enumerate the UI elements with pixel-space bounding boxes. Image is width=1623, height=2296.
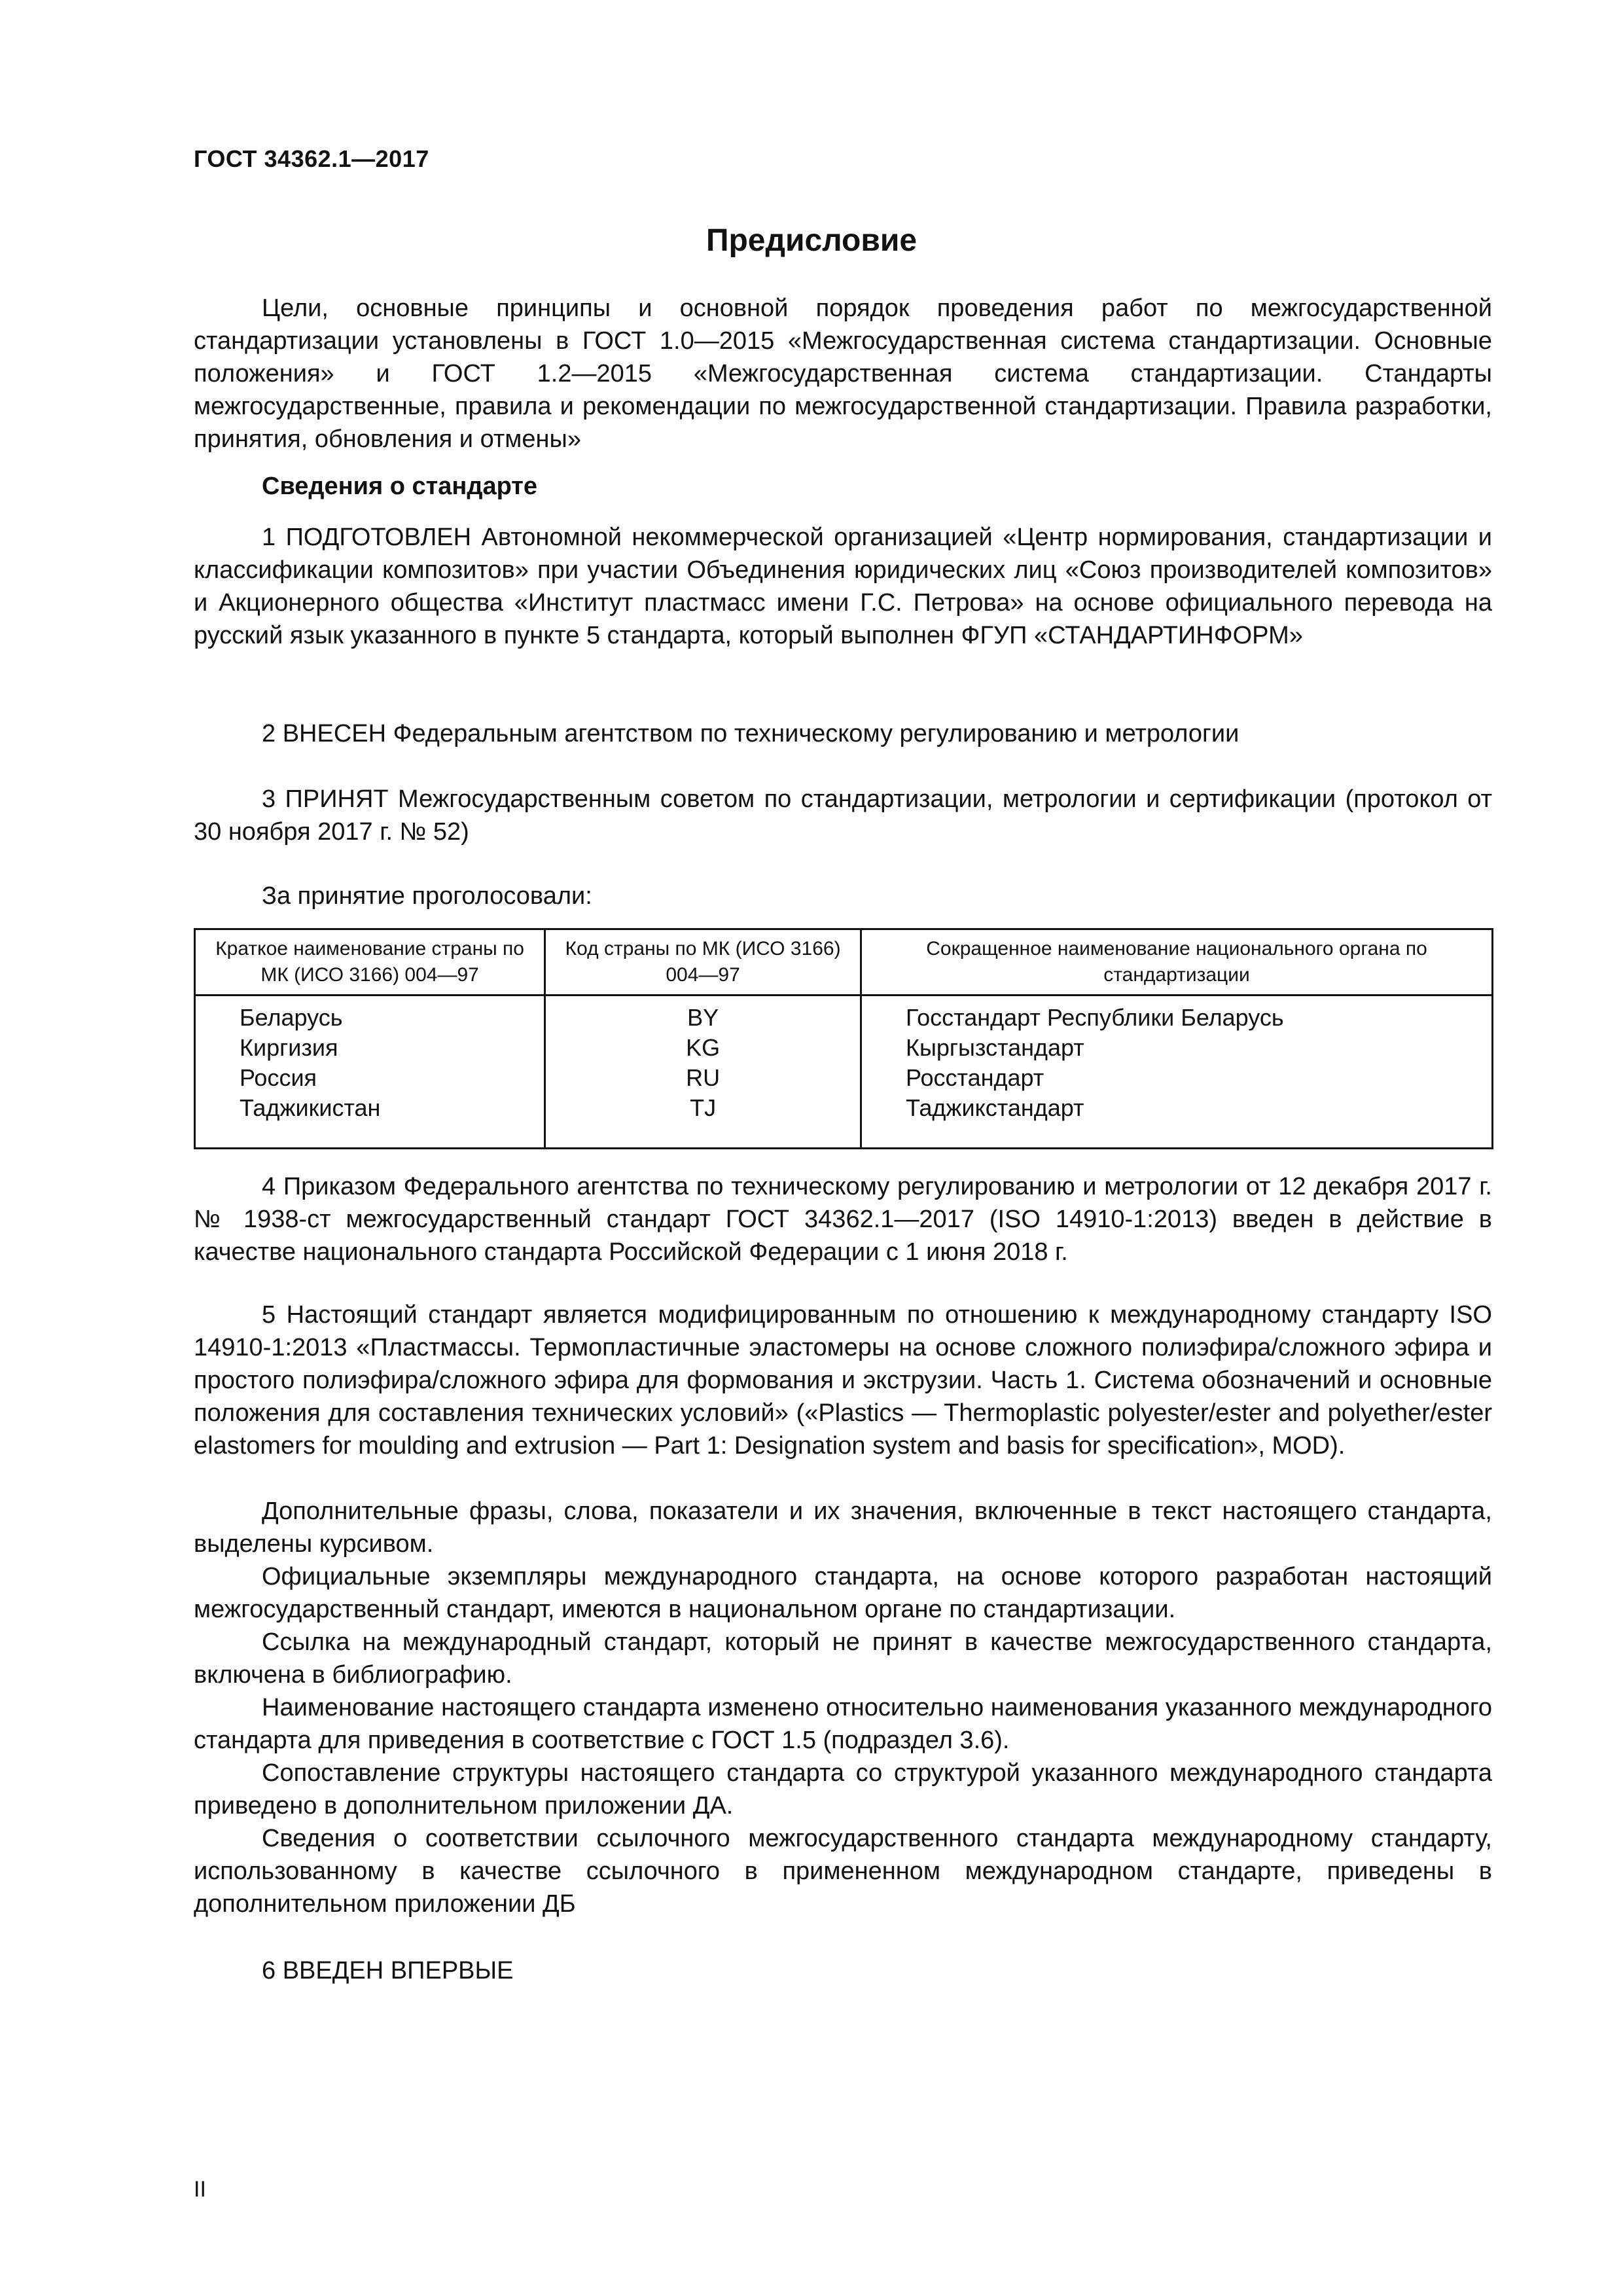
national-body: Таджикстандарт [906,1094,1084,1121]
national-body: Кыргызстандарт [906,1034,1084,1061]
country-code: BY [687,1004,719,1031]
country-name: Беларусь [240,1004,343,1031]
item-5-title-change: Наименование настоящего стандарта изменено относительно наименования указанного международного стандарта для приведения в соответствие с ГОСТ 1.5 (подраздел 3.6). [194,1694,1492,1754]
header-country-name: Краткое наименование страны по МК (ИСО 3166) 004—97 [195,929,545,996]
item-5-bibliography-note: Ссылка на международный стандарт, который не принят в качестве межгосударственного стандарта, включена в библиографию. [194,1628,1492,1689]
country-name: Россия [240,1064,317,1091]
national-body: Госстандарт Республики Беларусь [906,1004,1284,1031]
table-body-row [195,996,1493,1149]
item-5-official-copies: Официальные экземпляры международного стандарта, на основе которого разработан настоящий межгосударственный стандарт, имеются в национальном органе по стандартизации. [194,1563,1492,1623]
info-heading: Сведения о стандарте [262,473,538,500]
country-code: TJ [690,1094,717,1121]
header-country-code: Код страны по МК (ИСО 3166) 004—97 [545,929,861,996]
item-5-modified: 5 Настоящий стандарт является модифицированным по отношению к международному стандарту ISO 14910-1:2013 «Пластмассы. Термопластичные эластомеры на основе сложного полиэфира/сложного эфира и простого полиэфира/сложного эфира для формования и экструзии. Часть 1. Система обозначений и основные положения для составления технических условий» («Plastics — Thermoplastic polyester/ester and polyether/ester elastomers for moulding and extrusion — Part 1: Designation system and basis for specification», MOD). [194,1301,1492,1460]
item-2-submitted: 2 ВНЕСЕН Федеральным агентством по техническому регулированию и метрологии [262,720,1240,747]
item-5-references-note: Сведения о соответствии ссылочного межгосударственного стандарта международному стандарту, использованному в качестве ссылочного в примененном международном стандарте, приведены в дополнительном приложении ДБ [194,1825,1492,1918]
header-national-body: Сокращенное наименование национального органа по стандартизации [861,929,1493,996]
country-names-cell [195,996,545,1149]
country-code: KG [686,1034,721,1061]
item-6-introduced: 6 ВВЕДЕН ВПЕРВЫЕ [262,1957,514,1984]
national-bodies-cell [861,996,1493,1149]
country-name: Таджикистан [240,1094,381,1121]
table-header-row [195,929,1493,996]
item-1-prepared: 1 ПОДГОТОВЛЕН Автономной некоммерческой организацией «Центр нормирования, стандартизации и классификации композитов» при участии Объединения юридических лиц «Союз производителей композитов» и Акционерного общества «Институт пластмасс имени Г.С. Петрова» на основе официального перевода на русский язык указанного в пункте 5 стандарта, который выполнен ФГУП «СТАНДАРТИНФОРМ» [194,524,1492,649]
item-5-structure-comparison: Сопоставление структуры настоящего стандарта со структурой указанного международного стандарта приведено в дополнительном приложении ДА. [194,1759,1492,1820]
item-5-additional-phrases: Дополнительные фразы, слова, показатели и их значения, включенные в текст настоящего стандарта, выделены курсивом. [194,1498,1492,1558]
voting-countries-table [194,928,1493,1149]
country-code: RU [686,1064,721,1091]
page-number: II [194,2177,206,2202]
country-codes-cell [545,996,861,1149]
item-3-adopted: 3 ПРИНЯТ Межгосударственным советом по стандартизации, метрологии и сертификации (протокол от 30 ноября 2017 г. № 52) [194,785,1492,846]
country-name: Киргизия [240,1034,338,1061]
intro-paragraph: Цели, основные принципы и основной порядок проведения работ по межгосударственной стандартизации установлены в ГОСТ 1.0—2015 «Межгосударственная система стандартизации. Основные положения» и ГОСТ 1.2—2015 «Межгосударственная система стандартизации. Стандарты межгосударственные, правила и рекомендации по межгосударственной стандартизации. Правила разработки, принятия, обновления и отмены» [194,295,1492,453]
document-header: ГОСТ 34362.1—2017 [194,145,429,172]
page-title: Предисловие [705,223,918,258]
national-body: Росстандарт [906,1064,1044,1091]
vote-label: За принятие проголосовали: [262,882,592,910]
item-4-enacted: 4 Приказом Федерального агентства по техническому регулированию и метрологии от 12 декабря 2017 г. № 1938-ст межгосударственный стандарт ГОСТ 34362.1—2017 (ISO 14910-1:2013) введен в действие в качестве национального стандарта Российской Федерации с 1 июня 2018 г. [194,1173,1492,1266]
